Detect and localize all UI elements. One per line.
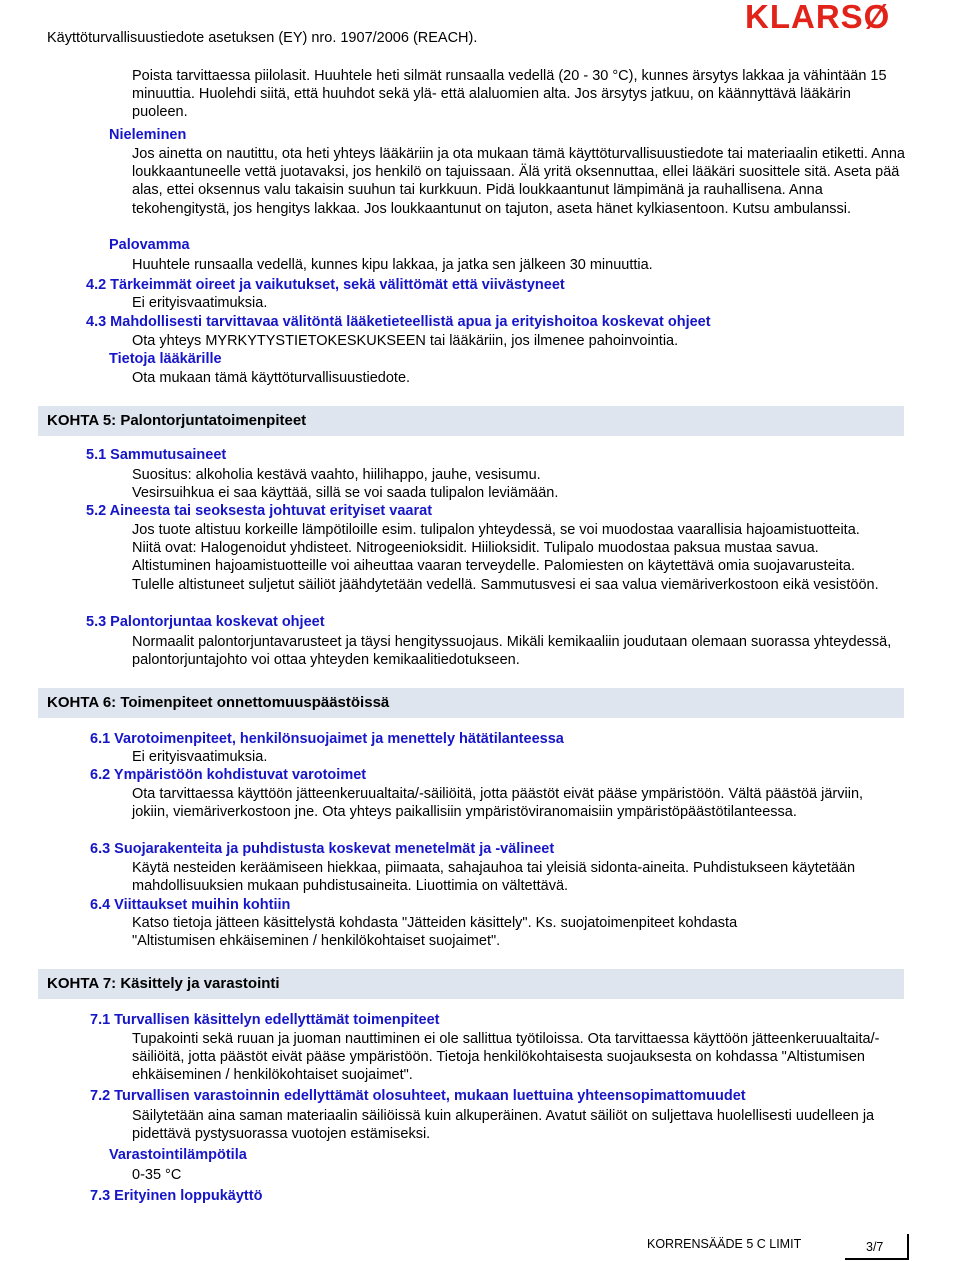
subsection-7-1-text: Tupakointi sekä ruuan ja juoman nauttiminen ei ole sallittua työtiloissa. Ota tarvittaessa käyttöön jätteenkeruualtaita/-säiliöitä, jotta päästöt eivät pääse ympäristöön. Tietoja henkilökohtaisesta suojauksesta on kohdassa "Altistumisen ehkäiseminen / henkilökohtaiset suojaimet". [132, 1031, 880, 1084]
subsection-5-1-heading: 5.1 Sammutusaineet [86, 447, 227, 463]
burn-heading: Palovamma [109, 237, 190, 253]
subsection-6-3-text: Käytä nesteiden keräämiseen hiekkaa, piimaata, sahajauhoa tai yleisiä sidonta-aineita. Puhdistukseen käytetään mahdollisuuksien mukaan puhdistusaineita. Liuottimia on vältettävä. [132, 860, 856, 895]
burn-text: Huuhtele runsaalla vedellä, kunnes kipu lakkaa, ja jatka sen jälkeen 30 minuuttia. [132, 257, 653, 273]
section-5-title: KOHTA 5: Palontorjuntatoimenpiteet [47, 412, 307, 429]
subsection-7-2-text: Säilytetään aina saman materiaalin säiliöissä kuin alkuperäinen. Avatut säiliöt on suljettava huolellisesti uudelleen ja pidettävä pystysuorassa vuotojen estämiseksi. [132, 1108, 875, 1143]
subsection-5-1-text-b: Vesirsuihkua ei saa käyttää, sillä se voi saada tulipalon leviämään. [132, 485, 559, 501]
subsection-5-2-heading: 5.2 Aineesta tai seoksesta johtuvat erityiset vaarat [86, 503, 433, 519]
footer-page-number: 3/7 [866, 1240, 884, 1254]
subsection-6-2-heading: 6.2 Ympäristöön kohdistuvat varotoimet [90, 767, 367, 783]
subsection-4-2-heading: 4.2 Tärkeimmät oireet ja vaikutukset, sekä välittömät että viivästyneet [86, 277, 565, 293]
subsection-6-2-text: Ota tarvittaessa käyttöön jätteenkeruualtaita/-säiliöitä, jotta päästöt eivät pääse ympäristöön. Vältä päästöä järviin, jokiin, viemäriverkostoon jne. Ota yhteys paikallisiin ympäristöviranomaisiin ympäristöpäästötilanteessa. [132, 786, 864, 821]
section-6-bar [38, 688, 904, 718]
subsection-5-2-text: Jos tuote altistuu korkeille lämpötiloille esim. tulipalon yhteydessä, se voi muodostaa vaarallisia hajoamistuotteita. Niitä ovat: Halogenoidut yhdisteet. Nitrogeenioksidit. Hiilioksidit. Tulipalo muodostaa paksua mustaa savua. Altistuminen hajoamistuotteille voi aiheuttaa vaaran terveydelle. Palomiesten on käytettävä omia suojavarusteita. Tulelle altistuneet suljetut säiliöt jäähdytetään vedellä. Sammutusvesi ei saa valua viemäriverkostoon eikä vesistöön. [132, 522, 879, 593]
section-7-title: KOHTA 7: Käsittely ja varastointi [47, 975, 280, 992]
subsection-4-3-text: Ota yhteys MYRKYTYSTIETOKESKUKSEEN tai lääkäriin, jos ilmenee pahoinvointia. [132, 333, 679, 349]
footer-product-name: KORRENSÄÄDE 5 C LIMIT [647, 1237, 802, 1251]
section-7-bar [38, 969, 904, 999]
subsection-4-2-text: Ei erityisvaatimuksia. [132, 295, 268, 311]
section-5-bar [38, 406, 904, 436]
document-header-title: Käyttöturvallisuustiedote asetuksen (EY) nro. 1907/2006 (REACH). [47, 30, 478, 46]
subsection-7-2-heading: 7.2 Turvallisen varastoinnin edellyttämät olosuhteet, mukaan luettuina yhteensopimattomuudet [90, 1088, 746, 1104]
eyes-first-aid-text: Poista tarvittaessa piilolasit. Huuhtele heti silmät runsaalla vedellä (20 - 30 °C), kunnes ärsytys lakkaa ja vähintään 15 minuuttia. Huolehdi siitä, että huuhdot sekä ylä- että alaluomien alta. Jos ärsytys jatkuu, on käännyttävä lääkärin puoleen. [132, 68, 887, 121]
subsection-6-1-heading: 6.1 Varotoimenpiteet, henkilönsuojaimet ja menettely hätätilanteessa [90, 731, 564, 747]
subsection-6-1-text: Ei erityisvaatimuksia. [132, 749, 268, 765]
ingestion-heading: Nieleminen [109, 127, 187, 143]
company-logo: KLARSØ [745, 0, 891, 35]
doctor-info-text: Ota mukaan tämä käyttöturvallisuustiedote. [132, 370, 411, 386]
subsection-5-3-text: Normaalit palontorjuntavarusteet ja täysi hengityssuojaus. Mikäli kemikaaliin joudutaan olemaan suorassa yhteydessä, palontorjuntajohto voi ottaa yhteyden kemikaalitiedotukseen. [132, 634, 892, 669]
subsection-4-3-title: 4.3 Mahdollisesti tarvittavaa välitöntä lääketieteellistä apua ja erityishoitoa koskevat ohjeet [86, 314, 711, 330]
subsection-6-3-heading: 6.3 Suojarakenteita ja puhdistusta koskevat menetelmät ja -välineet [90, 841, 555, 857]
section-6-title: KOHTA 6: Toimenpiteet onnettomuuspäästöissä [47, 694, 390, 711]
subsection-7-3-heading: 7.3 Erityinen loppukäyttö [90, 1188, 263, 1204]
subsection-6-4-text: Katso tietoja jätteen käsittelystä kohdasta "Jätteiden käsittely". Ks. suojatoimenpiteet kohdasta "Altistumisen ehkäiseminen / henkilökohtaiset suojaimet". [132, 915, 738, 950]
ingestion-text: Jos ainetta on nautittu, ota heti yhteys lääkäriin ja ota mukaan tämä käyttöturvallisuustiedote tai materiaalin etiketti. Anna loukkaantuneelle vettä juotavaksi, jos henkilö on tajuissaan. Älä yritä oksennuttaa, ellei lääkäri suosittele sitä. Aseta pää alas, ettei oksennus valu takaisin suuhun tai kurkkuun. Pidä loukkaantunut lämpimänä ja rauhallisena. Anna tekohengitystä, jos hengitys lakkaa. Jos loukkaantunut on tajuton, aseta hänet kylkiasentoon. Kutsu ambulanssi. [132, 146, 905, 217]
subsection-7-1-heading: 7.1 Turvallisen käsittelyn edellyttämät toimenpiteet [90, 1012, 440, 1028]
doctor-info-heading: Tietoja lääkärille [109, 351, 222, 367]
subsection-5-3-heading: 5.3 Palontorjuntaa koskevat ohjeet [86, 614, 325, 630]
storage-temperature-heading: Varastointilämpötila [109, 1147, 247, 1163]
storage-temperature-value: 0-35 °C [132, 1167, 182, 1183]
subsection-5-1-text-a: Suositus: alkoholia kestävä vaahto, hiilihappo, jauhe, vesisumu. [132, 467, 541, 483]
subsection-6-4-heading: 6.4 Viittaukset muihin kohtiin [90, 897, 291, 913]
